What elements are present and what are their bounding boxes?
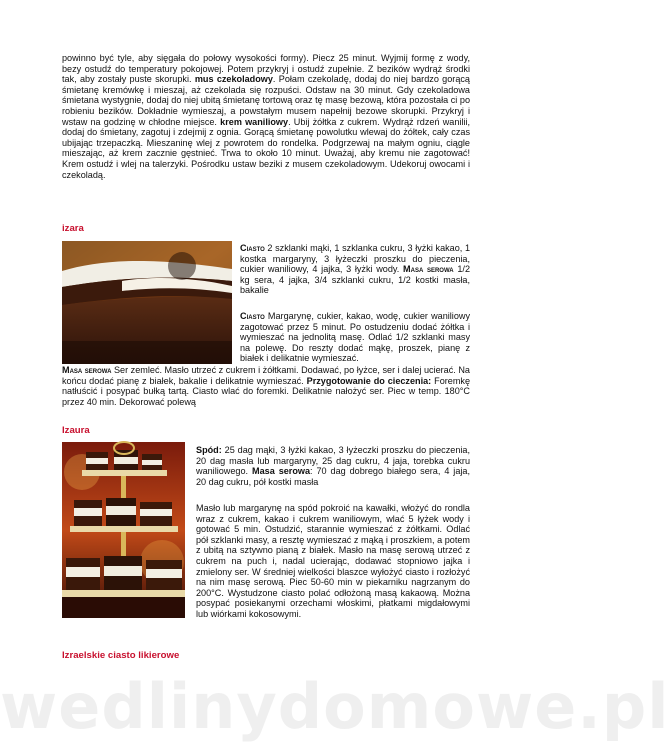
intro-text-1: powinno być tyle, aby sięgała do połowy wysokości formy). Piecz 25 minut. Wyjmij formę z wody, bezy ostudź do temperatury pokojowej. Potem przykryj i ostudź zupełnie. Z bezików wydrąż środki tak, aby zostały puste skorupki. bbox=[62, 53, 470, 85]
mus-label: mus czekoladowy bbox=[194, 74, 273, 85]
ciasto-method-label: Ciasto bbox=[240, 311, 265, 321]
izaura-cake-photo bbox=[62, 442, 185, 618]
watermark-text: wedlinydomowe.pl bbox=[0, 670, 669, 743]
ciasto-method-text: Margarynę, cukier, kakao, wodę, cukier waniliowy zagotować przez 5 minut. Po ostudzeniu dodać żółtka i wymieszać na jednolitą masę. Odlać 1/2 szklanki masy na polewę. Do reszty dodać mąkę, proszek, pianę z białek i delikatnie wymieszać. bbox=[240, 311, 470, 364]
izara-cake-photo bbox=[62, 241, 232, 364]
spod-text: 25 dag mąki, 3 łyżki kakao, 3 łyżeczki proszku do pieczenia, 20 dag masła lub margaryny, 25 dag cukru, 4 jaja, torebka cukru waniliowego. bbox=[196, 445, 470, 477]
izaura-ingredients bbox=[196, 445, 470, 487]
izaura-method-text: Masło lub margarynę na spód pokroić na kawałki, włożyć do rondla wraz z cukrem, kakao i cukrem waniliowym, wlać 5 łyżek wody i gotować 5 min. Ostudzić, starannie wymieszać z żółtkami. Odlać pół szklanki masy, a resztę wymieszać z mąką i proszkiem, a potem z ubitą na sztywno pianą z białek. Masło na masę serową utrzeć z cukrem na puch i, nadal ucierając, dodawać stopniowo jajka i zmielony ser. W średniej wielkości blaszce wyłożyć ciasto i rozłożyć na nim masę serową. Piec 50-60 min w piekarniku nagrzanym do 200°C. Wystudzone ciasto polać odłożoną masą kakaową. Można posypać posiekanymi orzechami włoskimi, płatkami migdałowymi lub wiórkami kokosowymi. bbox=[196, 503, 470, 619]
recipe-title-izara: izara bbox=[62, 223, 84, 234]
izara-method-1 bbox=[240, 311, 470, 364]
masa-method-text: Ser zemleć. Masło utrzeć z cukrem i żółtkami. Dodawać, po łyżce, ser i dalej ucierać. Na końcu dodać pianę z białek, bakalie i delikatnie wymieszać. bbox=[62, 365, 470, 386]
przygotowanie-label: Przygotowanie do cieczenia: bbox=[306, 375, 432, 386]
masa-serowa-ingredients: 1/2 kg sera, 4 jajka, 3/4 szklanki cukru, 1/2 kostki masła, bakalie bbox=[240, 264, 470, 296]
izara-ingredients bbox=[240, 243, 470, 296]
masa-method-label: Masa serowa bbox=[62, 365, 112, 375]
intro-text-2: . Połam czekoladę, dodaj do niej bardzo gorącą śmietanę kremówkę i mieszaj, aż czekolada się rozpuści. Odstaw na 30 minut. Gdy czekoladowa śmietana wystygnie, dodaj do niej ubitą śmietanę tortową oraz tę masę bezową, która pozostała ci po robieniu bezików. Dokładnie wymieszaj, a powstałym musem napełnij bezowe skorupki. Przykryj i wstaw na godzinę w chłodne miejsce. bbox=[62, 74, 470, 127]
ciasto-label: Ciasto bbox=[240, 243, 265, 253]
masa-serowa-label: Masa serowa bbox=[403, 264, 454, 275]
spod-label: Spód: bbox=[196, 445, 222, 455]
ciasto-ingredients: 2 szklanki mąki, 1 szklanka cukru, 3 łyżki kakao, 1 kostka margaryny, 3 łyżeczki proszku do pieczenia, cukier waniliowy, 4 jajka, 3 łyżki wody. bbox=[240, 243, 470, 275]
izaura-masa-label: Masa serowa bbox=[252, 466, 311, 477]
przygotowanie-text: Foremkę natłuścić i posypać bułką tartą. Ciasto wlać do foremki. Delikatnie nałożyć ser. Piec w temp. 180°C przez 40 min. Dekorować polewą bbox=[62, 375, 471, 407]
intro-text-3: . Ubij żółtka z cukrem. Wydrąż rdzeń wanilii, dodaj do śmietany, zagotuj i zdejmij z ognia. Gorącą śmietanę powolutku wlewaj do żółtek, cały czas ubijając trzepaczką. Mieszaninę wlej z powrotem do rondelka. Podgrzewaj na małym ogniu, ciągle mieszając, aż krem zacznie gęstnieć. Trwa to około 10 minut. Uważaj, aby kremu nie zagotować! Krem ostudź i wlej na talerzyki. Pośrodku ustaw beziki z musem czekoladowym. Udekoruj owocami i czekoladą. bbox=[62, 116, 471, 180]
izaura-masa-text: : 70 dag dobrego białego sera, 4 jaja, 20 dag cukru, pół kostki masła bbox=[196, 466, 470, 487]
recipe-title-izraelskie: Izraelskie ciasto likierowe bbox=[62, 650, 180, 661]
izaura-method bbox=[196, 503, 470, 620]
intro-paragraph bbox=[62, 53, 470, 180]
izara-method-2 bbox=[62, 365, 470, 407]
krem-label: krem waniliowy bbox=[220, 116, 289, 127]
recipe-title-izaura: Izaura bbox=[62, 425, 90, 436]
